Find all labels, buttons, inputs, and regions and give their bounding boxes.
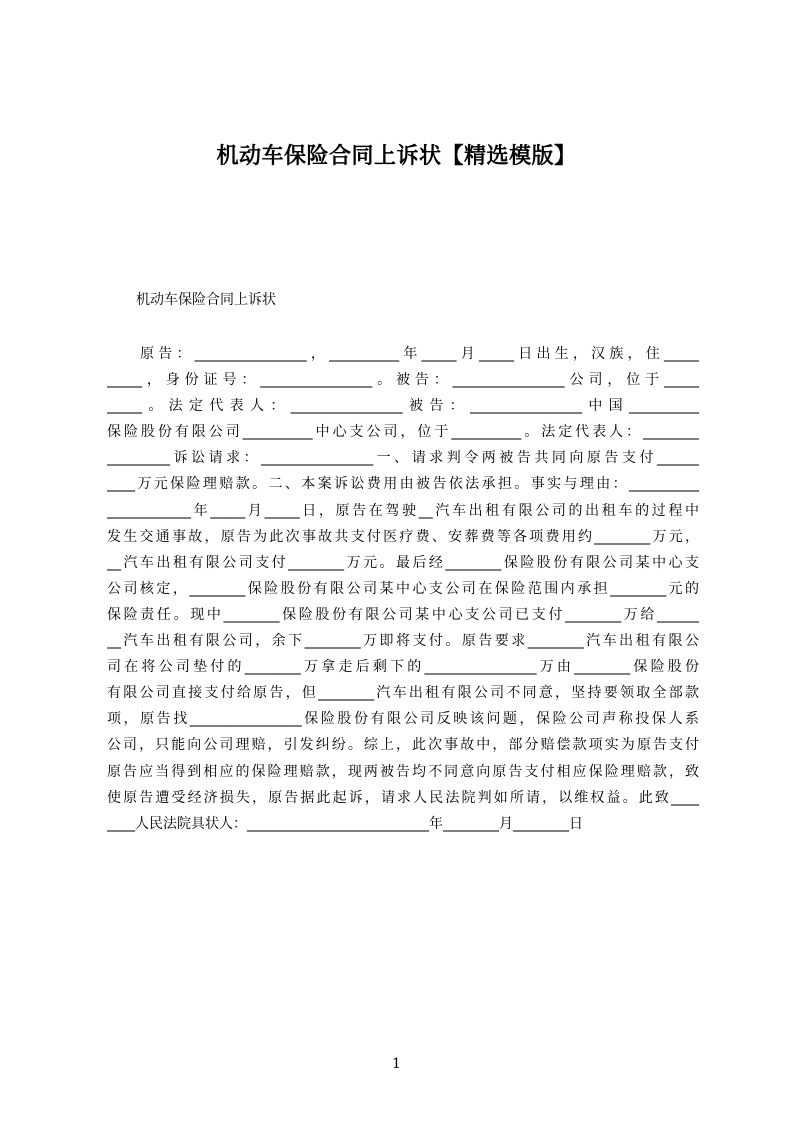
body-line: 司在将公司垫付的________万拿走后剩下的________________万由________保险股份 xyxy=(107,659,699,676)
body-line: 有限公司直接支付给原告，但________汽车出租有限公司不同意，坚持要领取全部款 xyxy=(107,685,699,702)
body-line: 原告：________________，__________年_____月_____日出生，汉族，住_____ xyxy=(140,346,699,362)
body-line: ____________年_____月_____日，原告在驾驶__汽车出租有限公司的出租车的过程中 xyxy=(107,502,699,519)
body-line: _________诉讼请求：________________一、请求判令两被告共同向原告支付______ xyxy=(107,450,699,467)
document-title: 机动车保险合同上诉状【精选模版】 xyxy=(216,144,577,169)
body-line: 保险责任。现中________保险股份有限公司某中心支公司已支付________万给______ xyxy=(107,606,699,623)
body-line: _____，身份证号：________________。被告：________________公司，位于_____ xyxy=(107,372,699,389)
page-number: 1 xyxy=(392,1056,401,1072)
body-line: 使原告遭受经济损失，原告据此起诉，请求人民法院判如所请，以维权益。此致____ xyxy=(107,789,699,806)
body-line: 公司核定，________保险股份有限公司某中心支公司在保险范围内承担________元的 xyxy=(107,580,699,597)
body-line: __汽车出租有限公司，余下________万即将支付。原告要求________汽车出租有限公 xyxy=(107,633,699,650)
body-line: ____人民法院具状人：__________________________年________月________日 xyxy=(107,815,583,832)
body-line: 保险股份有限公司__________中心支公司，位于__________。法定代表人：________ xyxy=(107,424,699,441)
document-body xyxy=(107,343,699,839)
body-line: __汽车出租有限公司支付________万元。最后经________保险股份有限公司某中心支 xyxy=(107,554,699,571)
body-line: 原告应当得到相应的保险理赔款，现两被告均不同意向原告支付相应保险理赔款，致 xyxy=(107,763,699,780)
body-line: 公司，只能向公司理赔，引发纠纷。综上，此次事故中，部分赔偿款项实为原告支付 xyxy=(107,737,699,754)
body-line: _____。法定代表人：________________被告：________________中国__________ xyxy=(107,398,699,415)
body-line: 项，原告找________________保险股份有限公司反映该问题，保险公司声称投保人系 xyxy=(107,711,699,728)
body-line: ____万元保险理赔款。二、本案诉讼费用由被告依法承担。事实与理由：__________ xyxy=(107,476,699,493)
body-line: 发生交通事故，原告为此次事故共支付医疗费、安葬费等各项费用约________万元， xyxy=(107,528,699,545)
document-subheading: 机动车保险合同上诉状 xyxy=(136,292,276,308)
